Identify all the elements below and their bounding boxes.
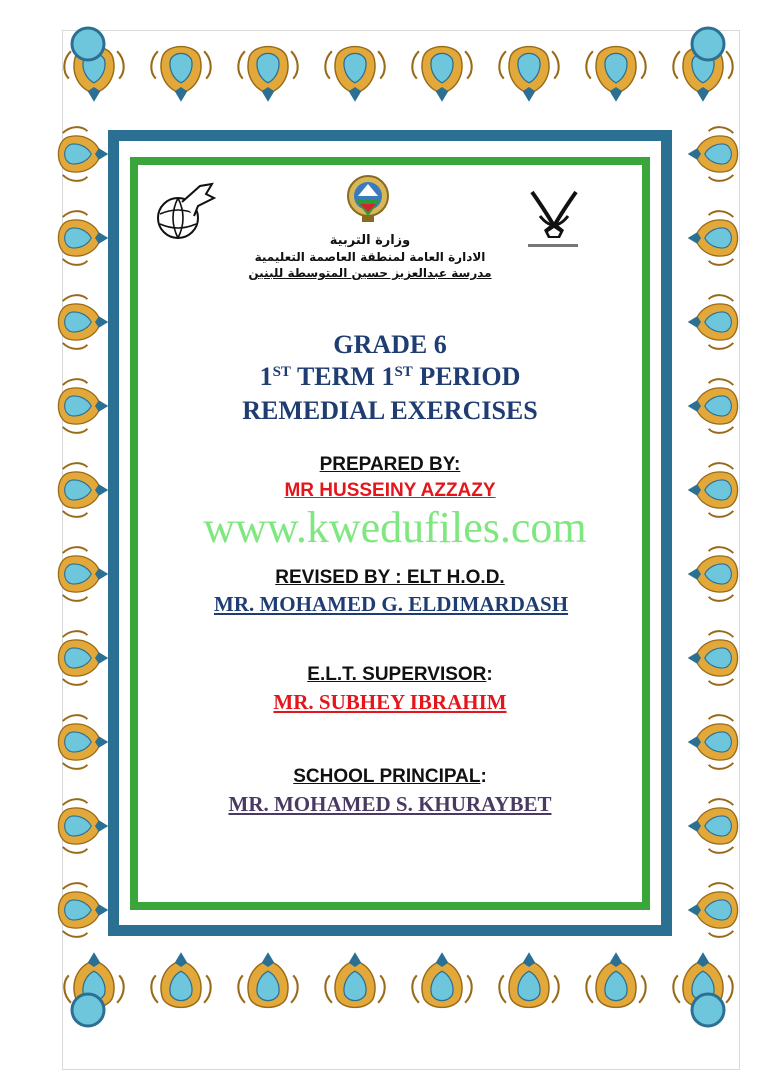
preparer-name-row [150,480,630,502]
ornament-motif [58,883,108,937]
ornament-motif [688,295,738,349]
exercises-title: REMEDIAL EXERCISES [242,396,538,425]
supervisor-colon: : [486,664,493,685]
ornament-motif [499,47,558,102]
directorate-name: الادارة العامة لمنطقة العاصمة التعليمية [254,250,486,264]
ornament-motif [325,47,384,102]
principal-label: SCHOOL PRINCIPAL [293,766,481,787]
ornament-motif [688,211,738,265]
corner-rosette [72,994,104,1026]
term-title: 1ST TERM 1ST PERIOD [259,362,521,391]
ornament-motif [58,631,108,685]
corner-rosette [692,28,724,60]
ornament-motif [238,952,297,1007]
grade-title: GRADE 6 [333,330,447,359]
principal-name-row [150,792,630,817]
ornament-motif [412,952,471,1007]
supervisor-name-row [150,690,630,715]
supervisor-name: MR. SUBHEY IBRAHIM [273,690,507,714]
reviser-name-row [140,592,685,617]
website-watermark: www.kwedufiles.com [203,503,587,552]
ornament-motif [151,952,210,1007]
ornament-motif [688,631,738,685]
ornament-motif [412,47,471,102]
school-crest-logo [522,186,584,252]
principal-name: MR. MOHAMED S. KHURAYBET [228,792,552,816]
ornament-motif [688,379,738,433]
supervisor-label: E.L.T. SUPERVISOR [307,664,487,685]
ornament-motif [688,547,738,601]
ornament-motif [499,952,558,1007]
ornament-motif [688,883,738,937]
revised-by-label: REVISED BY : ELT H.O.D. [275,567,505,588]
ornament-motif [586,47,645,102]
preparer-name: MR HUSSEINY AZZAZY [284,480,496,501]
reviser-name: MR. MOHAMED G. ELDIMARDASH [214,592,569,616]
ornament-motif [58,211,108,265]
ornament-motif [58,127,108,181]
ornament-motif [58,463,108,517]
ornament-motif [688,463,738,517]
ornament-motif [688,127,738,181]
corner-rosette [72,28,104,60]
prepared-by-label-row [150,454,630,476]
ministry-emblem-logo [340,172,396,232]
globe-arrow-logo [154,180,216,246]
school-name: مدرسة عبدالعزيز حسين المتوسطة للبنين [248,266,492,280]
revised-by-label-row [150,567,630,589]
ornament-motif [58,547,108,601]
ornament-motif [325,952,384,1007]
ornament-motif [151,47,210,102]
ornament-motif [58,295,108,349]
ornament-motif [58,799,108,853]
supervisor-label-row [160,664,640,686]
prepared-by-label: PREPARED BY: [319,454,461,475]
ornament-motif [58,715,108,769]
ornament-motif [586,952,645,1007]
ministry-name: وزارة التربية [329,233,411,248]
ornament-motif [688,715,738,769]
ornament-motif [688,799,738,853]
principal-colon: : [480,766,487,787]
ornament-motif [58,379,108,433]
ornament-motif [238,47,297,102]
corner-rosette [692,994,724,1026]
principal-label-row [150,766,630,788]
